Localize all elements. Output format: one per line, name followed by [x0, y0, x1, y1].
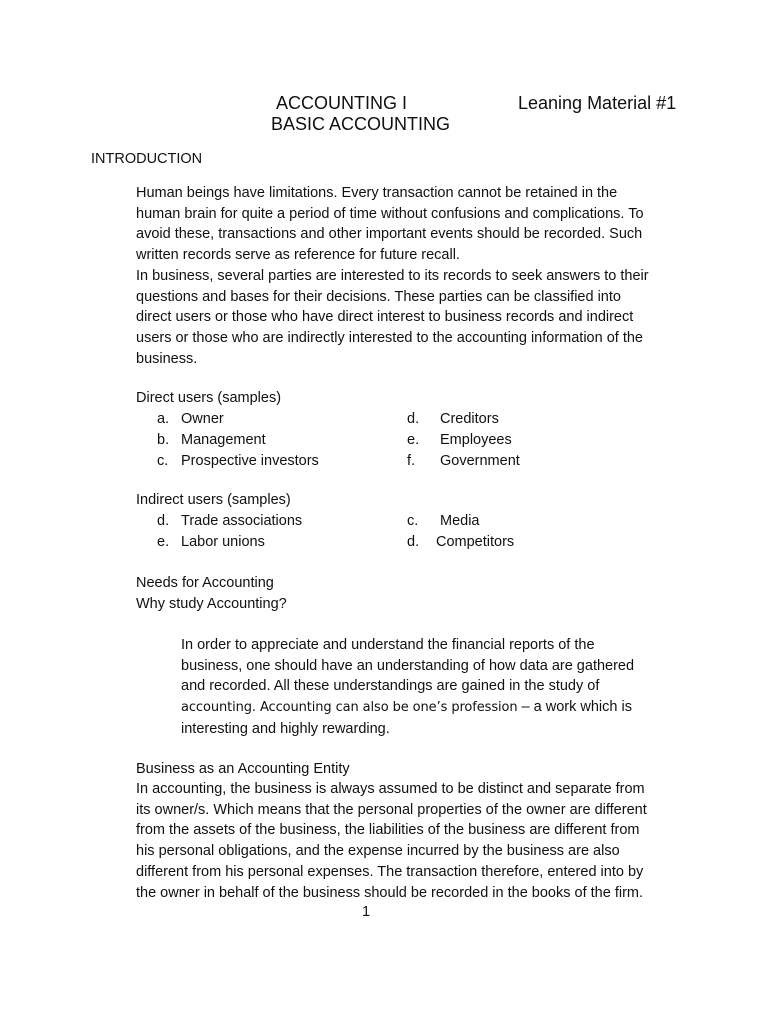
paragraph-line-part: accounting. Accounting can also be one’s profession — [181, 700, 518, 716]
list-marker: d. — [407, 534, 420, 550]
course-title: ACCOUNTING I — [276, 93, 408, 113]
list-item — [407, 511, 480, 532]
list-text: Trade associations — [181, 513, 303, 529]
direct-users-heading: Direct users (samples) — [136, 390, 282, 406]
page-number: 1 — [362, 904, 371, 920]
list-marker: c. — [157, 453, 169, 469]
paragraph-line: business. — [136, 350, 198, 367]
paragraph-line-part: – a work which is — [517, 699, 632, 716]
list-item — [157, 511, 302, 532]
list-item — [407, 409, 499, 430]
list-text: Media — [440, 513, 480, 529]
paragraph-line: human brain for quite a period of time without confusions and complications. To — [136, 205, 644, 222]
paragraph-line: interesting and highly rewarding. — [181, 720, 390, 737]
list-item — [157, 451, 319, 472]
list-item — [407, 430, 512, 451]
list-item — [157, 409, 224, 430]
paragraph-limitations — [136, 183, 649, 369]
list-text: Government — [440, 453, 520, 469]
indirect-users-heading: Indirect users (samples) — [136, 492, 291, 508]
list-text: Prospective investors — [181, 453, 319, 469]
list-item — [157, 430, 266, 451]
list-marker: b. — [157, 432, 170, 448]
section-heading-introduction: INTRODUCTION — [91, 151, 203, 167]
paragraph-why-study — [181, 635, 634, 740]
entity-heading: Business as an Accounting Entity — [136, 761, 350, 777]
paragraph-line: from the assets of the business, the liabilities of the business are different from — [136, 822, 640, 839]
list-marker: e. — [407, 432, 420, 448]
list-text: Labor unions — [181, 534, 265, 550]
list-item — [157, 532, 265, 553]
paragraph-line: In accounting, the business is always assumed to be distinct and separate from — [136, 781, 645, 797]
list-text: Competitors — [436, 534, 515, 550]
list-marker: d. — [157, 513, 170, 529]
list-item — [407, 451, 520, 472]
paragraph-line: In business, several parties are interested to its records to seek answers to their — [136, 267, 649, 284]
paragraph-line: users or those who are indirectly interested to the accounting information of the — [136, 329, 643, 346]
list-marker: a. — [157, 411, 170, 427]
list-marker: e. — [157, 534, 170, 550]
paragraph-line: direct users or those who have direct interest to business records and indirect — [136, 309, 634, 326]
document-subtitle: BASIC ACCOUNTING — [271, 114, 451, 134]
paragraph-line: different from his personal expenses. The transaction therefore, entered into by — [136, 863, 644, 880]
why-heading: Why study Accounting? — [136, 596, 287, 612]
paragraph-line: its owner/s. Which means that the personal properties of the owner are different — [136, 801, 647, 818]
paragraph-line — [181, 697, 634, 719]
paragraph-line: written records serve as reference for future recall. — [136, 247, 460, 264]
list-marker: d. — [407, 411, 420, 427]
list-marker: f. — [407, 453, 416, 469]
list-marker: c. — [407, 513, 419, 529]
paragraph-line: his personal obligations, and the expense incurred by the business are also — [136, 843, 620, 860]
paragraph-line: Human beings have limitations. Every transaction cannot be retained in the — [136, 185, 618, 201]
paragraph-line: avoid these, transactions and other important events should be recorded. Such — [136, 226, 643, 243]
needs-heading: Needs for Accounting — [136, 575, 274, 591]
paragraph-line: questions and bases for their decisions. These parties can be classified into — [136, 288, 621, 305]
list-text: Employees — [440, 432, 512, 448]
paragraph-line: and recorded. All these understandings are gained in the study of — [181, 678, 600, 695]
paragraph-line: business, one should have an understanding of how data are gathered — [181, 657, 635, 674]
paragraph-entity — [136, 779, 647, 903]
list-item — [407, 532, 514, 553]
paragraph-line: In order to appreciate and understand the financial reports of the — [181, 637, 595, 653]
material-label: Leaning Material #1 — [518, 93, 677, 113]
list-text: Management — [181, 432, 266, 448]
list-text: Owner — [181, 411, 224, 427]
list-text: Creditors — [440, 411, 499, 427]
paragraph-line: the owner in behalf of the business should be recorded in the books of the firm. — [136, 884, 644, 901]
